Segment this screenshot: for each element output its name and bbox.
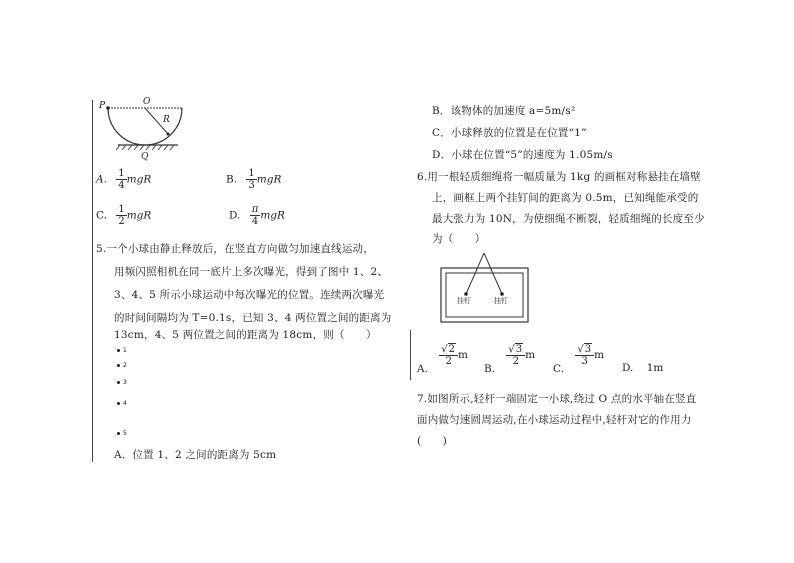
q5-line-5: 13cm，4、5 两位置之间的距离为 18cm，则（ ） [114, 329, 377, 341]
fraction: $\frac{√3}{3}$ [575, 343, 594, 367]
column-divider [410, 330, 411, 380]
option-letter: C. [553, 363, 564, 375]
position-dot-5 [117, 432, 120, 435]
nail-label-right: 挂钉 [494, 297, 508, 305]
option-letter: A. [96, 173, 107, 186]
option-value: 1m [646, 362, 664, 374]
q4-option-d[interactable] [229, 204, 285, 227]
position-dot-2 [117, 364, 120, 367]
q5-option-d[interactable]: D．小球在位置“5”的速度为 1.05m/s [432, 149, 613, 161]
unit: m [594, 349, 605, 361]
dot-label-5: 5 [123, 430, 127, 437]
nail-label-left: 挂钉 [457, 297, 471, 305]
q7-line-3: ( ) [417, 435, 447, 447]
q5-line-4: 的时间间隔均为 T=0.1s，已知 3、4 两位置之间的距离为 [114, 312, 392, 324]
option-tail: mgR [126, 209, 152, 222]
q4-option-a[interactable] [96, 168, 151, 191]
option-tail: mgR [126, 173, 152, 186]
q6-option-d[interactable] [622, 362, 663, 374]
dot-label-3: 3 [123, 379, 127, 386]
label-O: O [143, 97, 151, 107]
q5-option-a[interactable]: A．位置 1、2 之间的距离为 5cm [114, 449, 277, 461]
q5-option-b[interactable]: B．该物体的加速度 a=5m/s² [432, 105, 576, 117]
q5-option-c[interactable]: C．小球释放的位置是在位置“1” [432, 127, 587, 139]
position-dot-4 [117, 402, 120, 405]
option-letter: A. [417, 363, 428, 375]
left-margin-line [92, 100, 93, 462]
option-letter: D. [622, 362, 634, 374]
q7-line-2: 面内做匀速圆周运动,在小球运动过程中,轻杆对它的作用力 [417, 414, 692, 426]
dot-label-2: 2 [123, 362, 127, 369]
label-P: P [99, 101, 106, 111]
q5-line-1: 5.一个小球由静止释放后，在竖直方向做匀加速直线运动， [96, 243, 374, 255]
dot-label-1: 1 [123, 347, 127, 354]
q5-line-3: 3、4、5 所示小球运动中每次曝光的位置。连续两次曝光 [114, 289, 385, 301]
dot-label-4: 4 [123, 400, 127, 407]
q4-option-b[interactable] [226, 168, 281, 191]
q6-option-b[interactable] [484, 343, 536, 375]
unit: m [458, 349, 468, 361]
fraction: $\frac{1}{3}$ [248, 168, 255, 191]
label-Q: Q [141, 152, 149, 162]
q6-option-a[interactable] [417, 343, 468, 375]
q6-line-4: 为（ ） [432, 233, 486, 245]
option-tail: mgR [256, 173, 282, 186]
q4-option-c[interactable] [96, 204, 151, 227]
option-letter: B. [226, 173, 238, 186]
label-R: R [163, 115, 170, 125]
q6-line-2: 上，画框上两个挂钉间的距离为 0.5m，已知绳能承受的 [432, 192, 699, 204]
position-dot-3 [117, 381, 120, 384]
option-letter: C. [96, 209, 107, 222]
picture-frame-figure [440, 250, 530, 324]
q7-line-1: 7.如图所示,轻杆一端固定一小球,绕过 O 点的水平轴在竖直 [417, 393, 697, 405]
q6-line-1: 6.用一根轻质细绳将一幅质量为 1kg 的画框对称悬挂在墙壁 [417, 171, 701, 183]
q6-line-3: 最大张力为 10N，为使细绳不断裂，轻质细绳的长度至少 [432, 213, 705, 225]
fraction: $\frac{1}{4}$ [118, 168, 125, 191]
q5-line-2: 用频闪照相机在同一底片上多次曝光，得到了图中 1、2、 [114, 266, 389, 278]
option-letter: D. [229, 209, 241, 222]
fraction: $\frac{\pi}{4}$ [251, 204, 259, 227]
position-dot-1 [117, 349, 120, 352]
unit: m [525, 349, 536, 361]
fraction: $\frac{√3}{2}$ [506, 343, 525, 367]
option-tail: mgR [260, 209, 285, 222]
fraction: $\frac{1}{2}$ [118, 204, 125, 227]
q6-option-c[interactable] [553, 343, 605, 375]
option-letter: B. [484, 363, 496, 375]
fraction: $\frac{√2}{2}$ [439, 343, 458, 367]
